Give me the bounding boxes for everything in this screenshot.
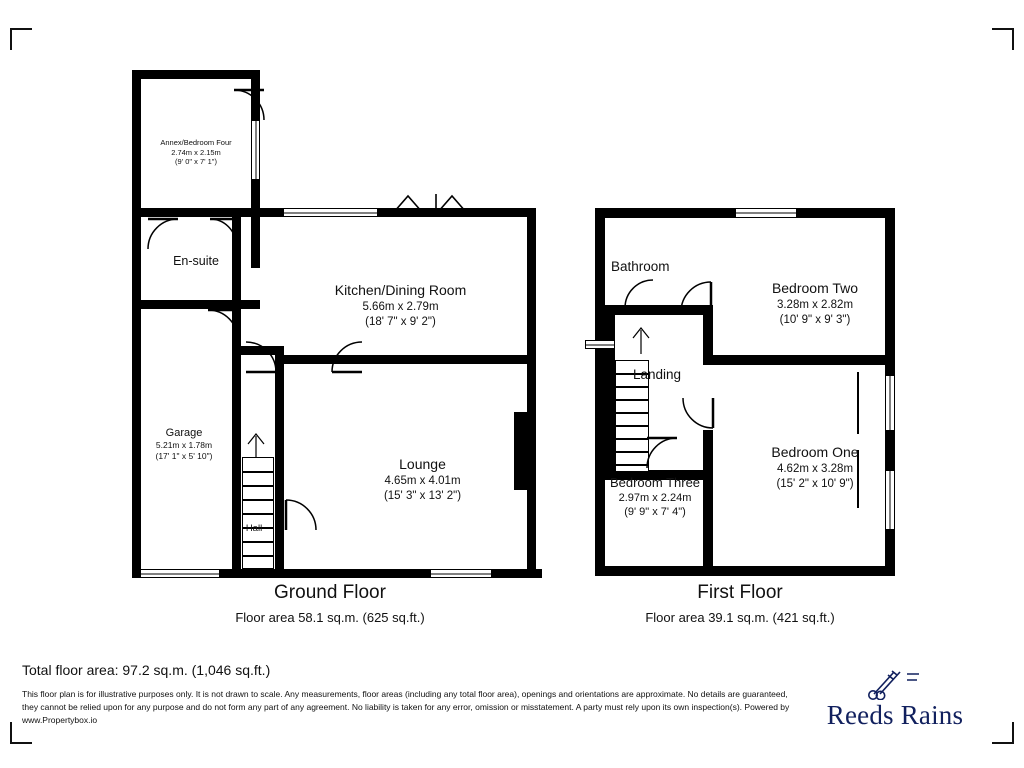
wall	[132, 70, 260, 79]
first-floor-plan	[585, 200, 905, 585]
window	[430, 569, 492, 578]
wall	[275, 355, 527, 364]
door-bedroom-two	[677, 278, 713, 314]
room-label-hall: Hall	[245, 523, 263, 534]
wall	[275, 355, 284, 569]
room-label-kitchen-dining-room: Kitchen/Dining Room 5.66m x 2.79m (18' 7" x 9' 2")	[334, 282, 467, 328]
brand-logo	[790, 668, 1000, 731]
wardrobe-line	[857, 372, 859, 434]
room-label-landing: Landing	[633, 367, 682, 382]
keys-icon	[790, 668, 1000, 700]
window	[585, 340, 615, 349]
wall	[192, 208, 260, 217]
door-kitchen-to-lounge	[330, 342, 364, 376]
room-label-garage: Garage 5.21m x 1.78m (17' 1" x 5' 10")	[155, 427, 213, 461]
first-floor-subtitle: Floor area 39.1 sq.m. (421 sq.ft.)	[645, 610, 835, 625]
wall	[703, 355, 717, 365]
door-bathroom	[621, 278, 657, 310]
room-label-bedroom-three: Bedroom Three 2.97m x 2.24m (9' 9" x 7' 4")	[609, 475, 701, 519]
disclaimer-text: This floor plan is for illustrative purposes only. It is not drawn to scale. Any measurements, floor areas (including any total floor area), openings and orientations are approximate. No details are guaranteed, they cannot be relied upon for any purpose and do not form any part of any agreement. No liability is taken for any error, omission or misstatement. A party must rely upon its own inspection(s). Powered by www.Propertybox.io	[22, 689, 790, 726]
stairs-direction-arrow-first	[625, 322, 661, 356]
crop-mark-top-left	[10, 28, 32, 50]
ground-floor-title: Ground Floor	[274, 582, 386, 603]
stairs-direction-arrow	[240, 430, 276, 460]
crop-mark-top-right	[992, 28, 1014, 50]
window	[885, 375, 895, 431]
room-label-en-suite: En-suite	[173, 254, 219, 268]
door-bedroom-one	[679, 396, 715, 432]
staircase-ground	[242, 457, 274, 569]
wall	[713, 355, 895, 365]
wall	[595, 208, 605, 576]
window	[735, 208, 797, 218]
ground-floor-subtitle: Floor area 58.1 sq.m. (625 sq.ft.)	[235, 610, 425, 625]
window	[140, 569, 220, 578]
bay-window-detail	[392, 192, 484, 214]
wall	[132, 208, 192, 217]
room-label-bedroom-one: Bedroom One 4.62m x 3.28m (15' 2" x 10' 9")	[771, 444, 859, 490]
room-label-bedroom-two: Bedroom Two 3.28m x 2.82m (10' 9" x 9' 3")	[771, 280, 859, 326]
total-floor-area: Total floor area: 97.2 sq.m. (1,046 sq.ft.)	[22, 662, 271, 678]
door-hall-to-kitchen	[244, 342, 278, 376]
door-en-suite	[146, 217, 180, 251]
window	[283, 208, 378, 217]
wall	[605, 365, 615, 480]
room-label-annex-bedroom-four: Annex/Bedroom Four 2.74m x 2.15m (9' 0" x 7' 1")	[160, 138, 232, 167]
room-label-lounge: Lounge 4.65m x 4.01m (15' 3" x 13' 2")	[383, 456, 462, 502]
wall	[595, 566, 895, 576]
door-annex-inner	[208, 217, 238, 247]
wall	[527, 208, 536, 578]
first-floor-title: First Floor	[697, 582, 783, 603]
brand-name: Reeds Rains	[826, 700, 964, 730]
door-annex	[232, 88, 266, 122]
room-label-bathroom: Bathroom	[611, 259, 670, 274]
ground-floor-plan	[120, 60, 550, 585]
door-hall-to-garage	[206, 308, 240, 342]
door-bedroom-three	[643, 436, 679, 472]
